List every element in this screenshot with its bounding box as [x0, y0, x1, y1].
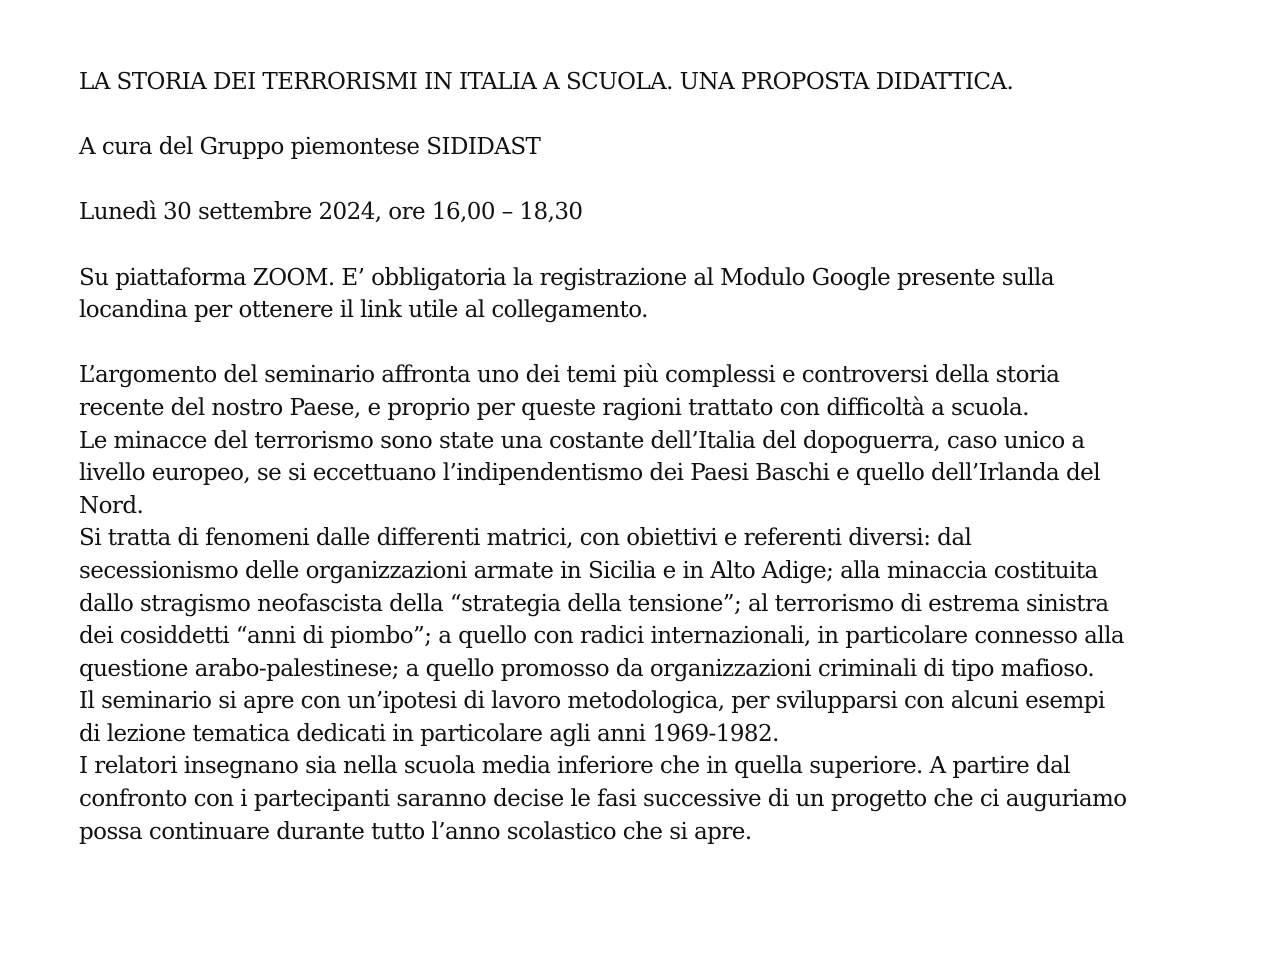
body-line: Il seminario si apre con un’ipotesi di lavoro metodologica, per svilupparsi con alcuni esempi: [79, 688, 1105, 715]
title-line: LA STORIA DEI TERRORISMI IN ITALIA A SCUOLA. UNA PROPOSTA DIDATTICA.: [79, 69, 1014, 95]
body-line: Si tratta di fenomeni dalle differenti matrici, con obiettivi e referenti diversi: dal: [79, 525, 972, 552]
body-line: Le minacce del terrorismo sono state una costante dell’Italia del dopoguerra, caso unico a: [79, 427, 1085, 454]
document-title: [79, 66, 1229, 99]
body-line: di lezione tematica dedicati in particolare agli anni 1969-1982.: [79, 720, 779, 747]
body-line: livello europeo, se si eccettuano l’indipendentismo dei Paesi Baschi e quello dell’Irlanda del: [79, 460, 1101, 487]
body-line: dei cosiddetti “anni di piombo”; a quello con radici internazionali, in particolare connesso alla: [79, 623, 1125, 650]
body-line: secessionismo delle organizzazioni armate in Sicilia e in Alto Adige; alla minaccia costituita: [79, 557, 1098, 584]
body-line: Nord.: [79, 492, 144, 519]
date-time-line: Lunedì 30 settembre 2024, ore 16,00 – 18,30: [79, 199, 583, 226]
body-line: confronto con i partecipanti saranno decise le fasi successive di un progetto che ci auguriamo: [79, 786, 1127, 813]
curator-paragraph: [79, 131, 1229, 164]
body-paragraph: [79, 359, 1229, 848]
platform-line: Su piattaforma ZOOM. E’ obbligatoria la registrazione al Modulo Google presente sulla: [79, 264, 1055, 291]
platform-paragraph: [79, 262, 1229, 327]
curator-line: A cura del Gruppo piemontese SIDIDAST: [79, 134, 541, 161]
body-line: I relatori insegnano sia nella scuola media inferiore che in quella superiore. A partire dal: [79, 753, 1071, 780]
body-line: recente del nostro Paese, e proprio per queste ragioni trattato con difficoltà a scuola.: [79, 394, 1029, 421]
body-line: possa continuare durante tutto l’anno scolastico che si apre.: [79, 818, 752, 845]
platform-line: locandina per ottenere il link utile al collegamento.: [79, 297, 648, 324]
body-line: questione arabo-palestinese; a quello promosso da organizzazioni criminali di tipo mafioso.: [79, 655, 1095, 682]
body-line: dallo stragismo neofascista della “strategia della tensione”; al terrorismo di estrema sinistra: [79, 590, 1109, 617]
date-paragraph: [79, 196, 1229, 229]
body-line: L’argomento del seminario affronta uno dei temi più complessi e controversi della storia: [79, 362, 1060, 389]
document-page: [79, 66, 1229, 848]
